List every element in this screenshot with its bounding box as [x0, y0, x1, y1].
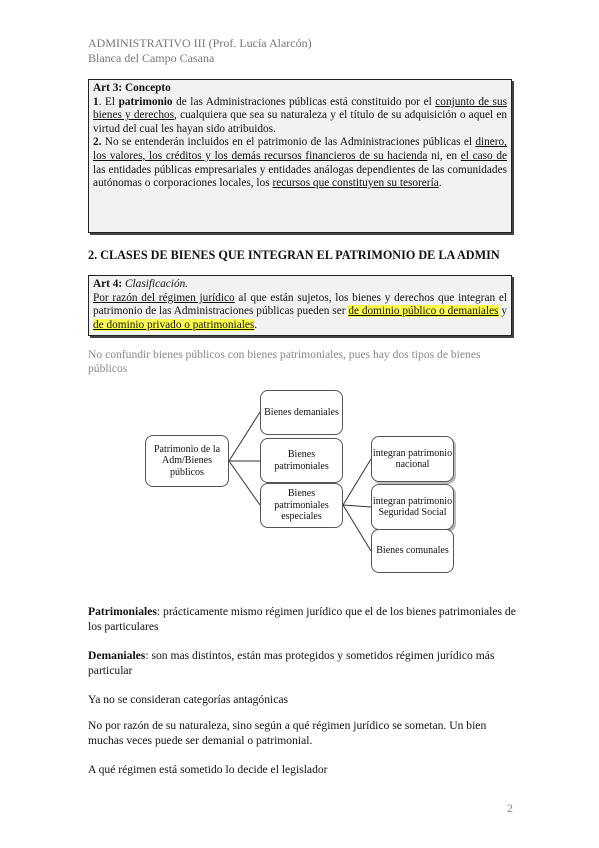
p1-number: 1	[93, 95, 99, 108]
p2-underline-3: recursos que constituyen su tesorería	[272, 177, 439, 190]
text-patrimoniales: : prácticamente mismo régimen jurídico que el de los bienes patrimoniales de los particulares	[88, 605, 516, 633]
art4-highlight-2: de dominio privado o patrimoniales	[93, 318, 255, 331]
paragraph-demaniales	[88, 648, 518, 678]
connector-root-especiales	[229, 461, 260, 505]
art4-text-b: y	[498, 305, 508, 318]
p2-underline-2: el caso de	[460, 149, 507, 162]
text-demaniales: : son mas distintos, están mas protegidos y sometidos régimen jurídico más particular	[88, 649, 495, 677]
art3-title: Art 3: Concepto	[93, 82, 171, 94]
node-patrimonio-nacional: integran patrimonio nacional	[371, 436, 454, 482]
node-especiales: Bienes patrimoniales especiales	[260, 483, 343, 528]
art4-highlight-1: de dominio público o demaniales	[348, 305, 499, 318]
page-number: 2	[507, 801, 513, 815]
connector-root-demaniales	[229, 412, 260, 461]
connector-especiales-comunales	[343, 505, 371, 551]
connector-especiales-nacional	[343, 459, 371, 505]
term-demaniales: Demaniales	[88, 649, 146, 662]
doc-header-author: Blanca del Campo Casana	[88, 51, 215, 65]
paragraph-antagonicas: Ya no se consideran categorías antagónicas	[88, 693, 289, 706]
p2-number: 2.	[93, 136, 102, 149]
p2-text-d: .	[438, 177, 442, 190]
doc-header-course: ADMINISTRATIVO III (Prof. Lucía Alarcón)	[88, 36, 312, 50]
p2-text-c: las entidades públicas empresariales y entidades análogas dependientes de las comunidades autónomas o corporaciones locales, los	[93, 163, 507, 190]
art4-text-a: al que están sujetos, los bienes y derechos que integran el patrimonio de las Administraciones públicas pueden ser	[93, 291, 507, 318]
p2-underline-1: dinero, los valores, los créditos y los demás recursos financieros de su hacienda	[93, 136, 507, 162]
art4-underline: Por razón del régimen jurídico	[93, 291, 235, 304]
node-patrimoniales: Bienes patrimoniales	[260, 438, 343, 483]
node-demaniales: Bienes demaniales	[260, 390, 343, 435]
p2-text-a: No se entenderán incluidos en el patrimonio de las Administraciones públicas el	[101, 136, 476, 149]
node-comunales: Bienes comunales	[371, 529, 454, 573]
section-heading: 2. CLASES DE BIENES QUE INTEGRAN EL PATRIMONIO DE LA ADMIN	[88, 248, 500, 262]
p1-text-b: de las Administraciones públicas está constituido por el	[172, 95, 436, 108]
p1-text-c: , cualquiera que sea su naturaleza y el título de su adquisición o aquel en virtud del cual les hayan sido atribuidos.	[93, 109, 507, 135]
paragraph-naturaleza: No por razón de su naturaleza, sino según a qué régimen jurídico se sometan. Un bien muchas veces puede ser demanial o patrimonial.	[88, 719, 487, 747]
paragraph-patrimoniales	[88, 604, 518, 634]
art4-title-bold: Art 4:	[93, 278, 123, 290]
art4-title-italic: Clasificación.	[125, 278, 189, 290]
term-patrimoniales: Patrimoniales	[88, 605, 157, 618]
node-seguridad-social: integran patrimonio Seguridad Social	[371, 484, 454, 530]
art4-text-c: .	[254, 318, 258, 331]
connector-especiales-seguridad	[343, 505, 371, 507]
p1-underline: conjunto de sus bienes y derechos	[93, 95, 508, 122]
p2-text-b: ni, en	[427, 149, 461, 162]
p1-bold: patrimonio	[118, 95, 173, 108]
p1-text-a: . El	[98, 95, 119, 108]
node-root: Patrimonio de la Adm/Bienes públicos	[145, 435, 229, 487]
paragraph-legislador: A qué régimen está sometido lo decide el legislador	[88, 763, 328, 776]
note-text: No confundir bienes públicos con bienes patrimoniales, pues hay dos tipos de bienes públicos	[88, 348, 481, 375]
